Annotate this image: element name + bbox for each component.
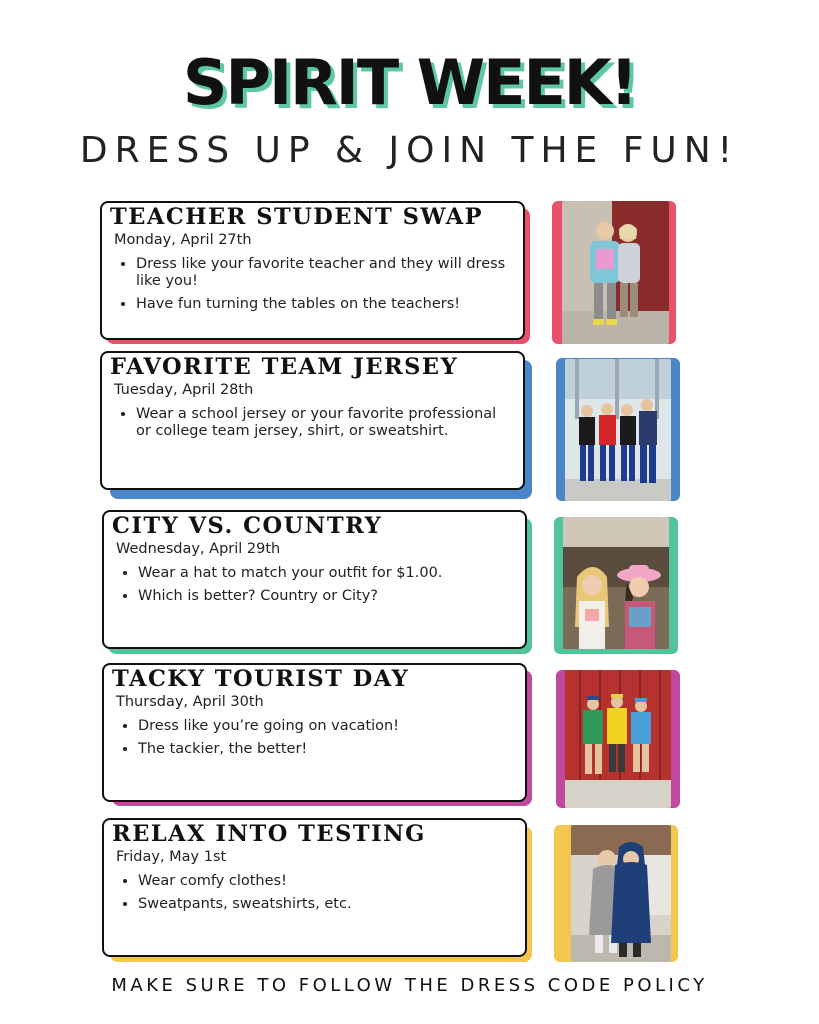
page-title: SPIRIT WEEK! <box>182 46 637 119</box>
bullet-item: • The tackier, the better! <box>138 741 517 758</box>
teacher-student-photo <box>562 201 669 344</box>
day-card-tuesday <box>100 351 525 490</box>
day-title: CITY VS. COUNTRY <box>112 513 383 539</box>
day-card-wednesday <box>102 510 527 649</box>
day-bullets <box>112 565 517 605</box>
day-card-friday <box>102 818 527 957</box>
day-title: FAVORITE TEAM JERSEY <box>110 354 459 380</box>
day-date: Friday, May 1st <box>116 849 227 865</box>
day-date: Thursday, April 30th <box>116 694 264 710</box>
bullet-item: • Have fun turning the tables on the teachers! <box>136 296 515 313</box>
tacky-tourist-photo <box>565 670 671 808</box>
bullet-item: • Dress like your favorite teacher and they will dress like you! <box>136 256 515 290</box>
team-jersey-photo <box>565 359 671 501</box>
day-card-monday <box>100 201 525 340</box>
bullet-item: • Wear a hat to match your outfit for $1.00. <box>138 565 517 582</box>
bullet-item: • Sweatpants, sweatshirts, etc. <box>138 896 517 913</box>
city-country-photo <box>563 517 669 649</box>
bullet-item: • Wear comfy clothes! <box>138 873 517 890</box>
bullet-item: • Wear a school jersey or your favorite professional or college team jersey, shirt, or sweatshirt. <box>136 406 515 440</box>
day-bullets <box>110 256 515 313</box>
day-bullets <box>112 873 517 913</box>
day-title: TACKY TOURIST DAY <box>112 666 410 692</box>
bullet-item: • Dress like you’re going on vacation! <box>138 718 517 735</box>
relax-testing-photo <box>571 825 671 962</box>
day-title: TEACHER STUDENT SWAP <box>110 204 484 230</box>
day-bullets <box>112 718 517 758</box>
day-bullets <box>110 406 515 440</box>
day-title: RELAX INTO TESTING <box>112 821 426 847</box>
bullet-item: • Which is better? Country or City? <box>138 588 517 605</box>
day-date: Monday, April 27th <box>114 232 252 248</box>
day-card-thursday <box>102 663 527 802</box>
day-date: Wednesday, April 29th <box>116 541 281 557</box>
dress-code-footer: MAKE SURE TO FOLLOW THE DRESS CODE POLICY <box>111 975 708 996</box>
day-date: Tuesday, April 28th <box>114 382 254 398</box>
page-subtitle: DRESS UP & JOIN THE FUN! <box>79 130 740 171</box>
